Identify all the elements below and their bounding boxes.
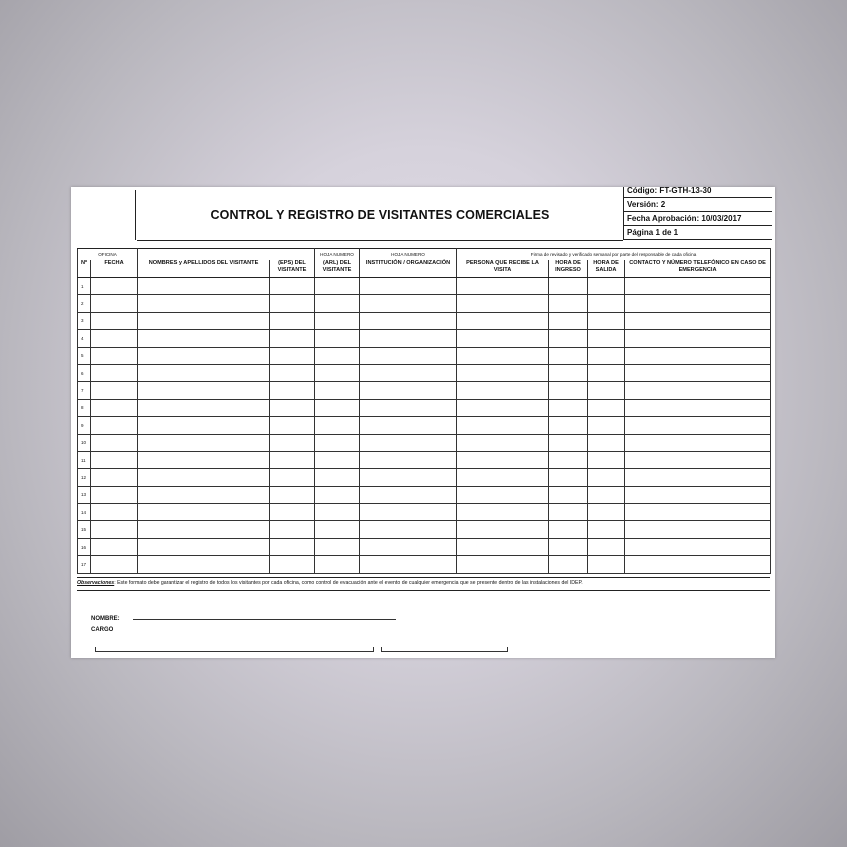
table-cell[interactable] bbox=[360, 556, 457, 573]
table-cell[interactable] bbox=[91, 417, 138, 434]
table-row bbox=[78, 295, 771, 312]
cargo-label: CARGO bbox=[91, 627, 114, 633]
table-cell[interactable] bbox=[457, 486, 549, 503]
col-header-hora-ingreso: HORA DE INGRESO bbox=[549, 260, 588, 278]
table-cell[interactable] bbox=[91, 469, 138, 486]
table-cell[interactable] bbox=[138, 556, 270, 573]
table-cell[interactable] bbox=[270, 556, 315, 573]
table-cell[interactable] bbox=[457, 295, 549, 312]
table-cell[interactable] bbox=[315, 504, 360, 521]
table-cell[interactable] bbox=[588, 521, 625, 538]
table-cell[interactable] bbox=[91, 504, 138, 521]
table-cell[interactable] bbox=[270, 469, 315, 486]
row-number: 1 bbox=[78, 278, 91, 295]
table-cell[interactable] bbox=[270, 364, 315, 381]
table-cell[interactable] bbox=[625, 486, 771, 503]
table-cell[interactable] bbox=[270, 434, 315, 451]
table-cell[interactable] bbox=[270, 347, 315, 364]
table-row bbox=[78, 399, 771, 416]
table-cell[interactable] bbox=[625, 538, 771, 555]
table-cell[interactable] bbox=[549, 504, 588, 521]
table-cell[interactable] bbox=[360, 278, 457, 295]
table-cell[interactable] bbox=[315, 556, 360, 573]
table-row bbox=[78, 469, 771, 486]
table-cell[interactable] bbox=[360, 382, 457, 399]
table-cell[interactable] bbox=[91, 486, 138, 503]
table-cell[interactable] bbox=[91, 312, 138, 329]
row-number: 6 bbox=[78, 364, 91, 381]
table-cell[interactable] bbox=[549, 434, 588, 451]
table-row bbox=[78, 538, 771, 555]
table-cell[interactable] bbox=[625, 364, 771, 381]
table-cell[interactable] bbox=[138, 417, 270, 434]
table-cell[interactable] bbox=[549, 486, 588, 503]
table-cell[interactable] bbox=[457, 364, 549, 381]
table-cell[interactable] bbox=[91, 382, 138, 399]
table-cell[interactable] bbox=[138, 382, 270, 399]
table-cell[interactable] bbox=[457, 312, 549, 329]
table-cell[interactable] bbox=[315, 295, 360, 312]
form-sheet bbox=[71, 187, 775, 658]
table-cell[interactable] bbox=[625, 347, 771, 364]
row-number: 15 bbox=[78, 521, 91, 538]
col-header-arl: (ARL) DEL VISITANTE bbox=[315, 260, 360, 278]
col-header-contacto: CONTACTO Y NÚMERO TELEFÓNICO EN CASO DE EMERGENCIA bbox=[625, 260, 771, 278]
table-cell[interactable] bbox=[315, 312, 360, 329]
table-cell[interactable] bbox=[270, 451, 315, 468]
table-cell[interactable] bbox=[360, 417, 457, 434]
table-cell[interactable] bbox=[457, 347, 549, 364]
col-header-persona: PERSONA QUE RECIBE LA VISITA bbox=[457, 260, 549, 278]
table-cell[interactable] bbox=[625, 521, 771, 538]
table-cell[interactable] bbox=[588, 538, 625, 555]
table-cell[interactable] bbox=[588, 312, 625, 329]
table-cell[interactable] bbox=[625, 451, 771, 468]
table-cell[interactable] bbox=[457, 434, 549, 451]
table-cell[interactable] bbox=[270, 521, 315, 538]
table-cell[interactable] bbox=[360, 347, 457, 364]
table-cell[interactable] bbox=[457, 382, 549, 399]
col-header-nombres: NOMBRES y APELLIDOS DEL VISITANTE bbox=[138, 260, 270, 278]
table-cell[interactable] bbox=[549, 382, 588, 399]
table-cell[interactable] bbox=[315, 382, 360, 399]
table-cell[interactable] bbox=[549, 347, 588, 364]
observaciones-note bbox=[77, 577, 770, 591]
table-cell[interactable] bbox=[360, 538, 457, 555]
signature-line-left[interactable] bbox=[95, 647, 374, 652]
table-cell[interactable] bbox=[549, 399, 588, 416]
table-cell[interactable] bbox=[457, 278, 549, 295]
table-cell[interactable] bbox=[588, 451, 625, 468]
table-cell[interactable] bbox=[138, 399, 270, 416]
form-title: CONTROL Y REGISTRO DE VISITANTES COMERCIALES bbox=[137, 190, 623, 241]
table-cell[interactable] bbox=[138, 312, 270, 329]
table-cell[interactable] bbox=[360, 312, 457, 329]
table-row bbox=[78, 486, 771, 503]
table-cell[interactable] bbox=[138, 521, 270, 538]
row-number: 8 bbox=[78, 399, 91, 416]
table-cell[interactable] bbox=[360, 469, 457, 486]
row-number: 17 bbox=[78, 556, 91, 573]
signature-line-right[interactable] bbox=[381, 647, 508, 652]
table-cell[interactable] bbox=[270, 486, 315, 503]
table-cell[interactable] bbox=[549, 521, 588, 538]
table-cell[interactable] bbox=[549, 556, 588, 573]
table-cell[interactable] bbox=[457, 521, 549, 538]
table-cell[interactable] bbox=[457, 417, 549, 434]
table-cell[interactable] bbox=[91, 295, 138, 312]
table-cell[interactable] bbox=[270, 399, 315, 416]
table-cell[interactable] bbox=[270, 417, 315, 434]
row-number: 14 bbox=[78, 504, 91, 521]
table-row bbox=[78, 451, 771, 468]
table-row bbox=[78, 382, 771, 399]
row-number: 4 bbox=[78, 330, 91, 347]
table-cell[interactable] bbox=[91, 278, 138, 295]
meta-codigo: Código: FT-GTH-13-30 bbox=[624, 187, 772, 198]
table-cell[interactable] bbox=[549, 538, 588, 555]
table-cell[interactable] bbox=[588, 295, 625, 312]
logo-cell bbox=[77, 190, 136, 240]
table-cell[interactable] bbox=[360, 399, 457, 416]
table-cell[interactable] bbox=[549, 417, 588, 434]
row-number: 11 bbox=[78, 451, 91, 468]
table-cell[interactable] bbox=[270, 538, 315, 555]
nombre-label: NOMBRE: bbox=[91, 616, 120, 622]
table-cell[interactable] bbox=[549, 451, 588, 468]
observaciones-text: : Este formato debe garantizar el registro de todos los visitantes por cada oficina, como control de evacuación ante el evento de cualquier emergencia que se presente dentro de las instalaciones del IDEP. bbox=[114, 580, 583, 586]
table-cell[interactable] bbox=[91, 556, 138, 573]
table-cell[interactable] bbox=[549, 469, 588, 486]
table-row bbox=[78, 417, 771, 434]
table-cell[interactable] bbox=[315, 399, 360, 416]
table-row bbox=[78, 556, 771, 573]
table-cell[interactable] bbox=[625, 312, 771, 329]
table-cell[interactable] bbox=[315, 521, 360, 538]
table-cell[interactable] bbox=[588, 417, 625, 434]
table-cell[interactable] bbox=[625, 278, 771, 295]
table-cell[interactable] bbox=[588, 504, 625, 521]
table-cell[interactable] bbox=[138, 295, 270, 312]
table-row bbox=[78, 521, 771, 538]
table-row bbox=[78, 312, 771, 329]
table-row bbox=[78, 504, 771, 521]
table-cell[interactable] bbox=[588, 278, 625, 295]
table-cell[interactable] bbox=[91, 451, 138, 468]
observaciones-label: Observaciones bbox=[77, 580, 115, 586]
table-row bbox=[78, 330, 771, 347]
table-cell[interactable] bbox=[549, 295, 588, 312]
nombre-line[interactable] bbox=[133, 619, 396, 620]
row-number: 9 bbox=[78, 417, 91, 434]
table-cell[interactable] bbox=[588, 364, 625, 381]
table-cell[interactable] bbox=[549, 364, 588, 381]
table-cell[interactable] bbox=[625, 382, 771, 399]
table-cell[interactable] bbox=[457, 556, 549, 573]
table-cell[interactable] bbox=[315, 486, 360, 503]
table-cell[interactable] bbox=[315, 417, 360, 434]
table-cell[interactable] bbox=[625, 417, 771, 434]
table-cell[interactable] bbox=[457, 330, 549, 347]
table-row bbox=[78, 364, 771, 381]
table-cell[interactable] bbox=[360, 451, 457, 468]
table-cell[interactable] bbox=[91, 434, 138, 451]
table-cell[interactable] bbox=[138, 486, 270, 503]
meta-fecha-aprobacion: Fecha Aprobación: 10/03/2017 bbox=[624, 212, 772, 226]
table-row bbox=[78, 278, 771, 295]
table-cell[interactable] bbox=[315, 330, 360, 347]
table-cell[interactable] bbox=[138, 278, 270, 295]
table-cell[interactable] bbox=[625, 504, 771, 521]
table-row bbox=[78, 347, 771, 364]
table-cell[interactable] bbox=[625, 556, 771, 573]
table-cell[interactable] bbox=[91, 364, 138, 381]
row-number: 5 bbox=[78, 347, 91, 364]
row-number: 2 bbox=[78, 295, 91, 312]
table-cell[interactable] bbox=[138, 469, 270, 486]
table-cell[interactable] bbox=[457, 538, 549, 555]
table-cell[interactable] bbox=[315, 364, 360, 381]
table-cell[interactable] bbox=[270, 278, 315, 295]
table-cell[interactable] bbox=[549, 278, 588, 295]
table-cell[interactable] bbox=[457, 504, 549, 521]
table-cell[interactable] bbox=[91, 347, 138, 364]
table-cell[interactable] bbox=[588, 347, 625, 364]
table-cell[interactable] bbox=[625, 469, 771, 486]
meta-version: Versión: 2 bbox=[624, 198, 772, 212]
table-cell[interactable] bbox=[588, 469, 625, 486]
table-cell[interactable] bbox=[270, 504, 315, 521]
table-cell[interactable] bbox=[138, 347, 270, 364]
table-cell[interactable] bbox=[549, 330, 588, 347]
col-header-hora-salida: HORA DE SALIDA bbox=[588, 260, 625, 278]
table-cell[interactable] bbox=[588, 330, 625, 347]
firma-revisado-label: Firma de revisado y verificado semanal por parte del responsable de cada oficina bbox=[457, 249, 771, 261]
table-cell[interactable] bbox=[588, 399, 625, 416]
table-cell[interactable] bbox=[91, 521, 138, 538]
table-cell[interactable] bbox=[588, 486, 625, 503]
table-cell[interactable] bbox=[315, 347, 360, 364]
table-cell[interactable] bbox=[91, 538, 138, 555]
table-cell[interactable] bbox=[625, 399, 771, 416]
table-cell[interactable] bbox=[360, 486, 457, 503]
table-cell[interactable] bbox=[315, 469, 360, 486]
table-cell[interactable] bbox=[625, 295, 771, 312]
table-cell[interactable] bbox=[315, 538, 360, 555]
table-cell[interactable] bbox=[270, 295, 315, 312]
col-header-fecha: FECHA bbox=[91, 260, 138, 278]
table-cell[interactable] bbox=[360, 295, 457, 312]
table-cell[interactable] bbox=[588, 434, 625, 451]
table-cell[interactable] bbox=[360, 521, 457, 538]
table-cell[interactable] bbox=[457, 469, 549, 486]
visitor-table bbox=[77, 248, 771, 574]
table-cell[interactable] bbox=[91, 330, 138, 347]
table-cell[interactable] bbox=[138, 538, 270, 555]
table-cell[interactable] bbox=[625, 434, 771, 451]
table-cell[interactable] bbox=[588, 556, 625, 573]
oficina-field[interactable] bbox=[138, 249, 315, 261]
table-cell[interactable] bbox=[270, 330, 315, 347]
table-row bbox=[78, 434, 771, 451]
oficina-label: OFICINA bbox=[78, 249, 138, 261]
table-top-row bbox=[78, 249, 771, 261]
table-cell[interactable] bbox=[91, 399, 138, 416]
table-cell[interactable] bbox=[315, 278, 360, 295]
row-number: 7 bbox=[78, 382, 91, 399]
table-header-row bbox=[78, 260, 771, 278]
table-body bbox=[78, 278, 771, 574]
hoja-numero-label-2: HOJA NUMERO bbox=[360, 249, 457, 261]
table-cell[interactable] bbox=[138, 364, 270, 381]
table-cell[interactable] bbox=[138, 504, 270, 521]
row-number: 10 bbox=[78, 434, 91, 451]
table-cell[interactable] bbox=[457, 451, 549, 468]
table-cell[interactable] bbox=[138, 434, 270, 451]
table-cell[interactable] bbox=[457, 399, 549, 416]
form-header bbox=[77, 187, 770, 240]
table-cell[interactable] bbox=[138, 330, 270, 347]
table-cell[interactable] bbox=[315, 451, 360, 468]
row-number: 13 bbox=[78, 486, 91, 503]
table-cell[interactable] bbox=[270, 382, 315, 399]
table-cell[interactable] bbox=[360, 364, 457, 381]
table-cell[interactable] bbox=[360, 434, 457, 451]
table-cell[interactable] bbox=[315, 434, 360, 451]
row-number: 16 bbox=[78, 538, 91, 555]
row-number: 12 bbox=[78, 469, 91, 486]
meta-pagina: Página 1 de 1 bbox=[624, 226, 772, 240]
table-cell[interactable] bbox=[270, 312, 315, 329]
table-cell[interactable] bbox=[138, 451, 270, 468]
table-cell[interactable] bbox=[360, 330, 457, 347]
table-cell[interactable] bbox=[360, 504, 457, 521]
col-header-eps: (EPS) DEL VISITANTE bbox=[270, 260, 315, 278]
col-header-num: Nº bbox=[78, 260, 91, 278]
table-cell[interactable] bbox=[625, 330, 771, 347]
col-header-institucion: INSTITUCIÓN / ORGANIZACIÓN bbox=[360, 260, 457, 278]
hoja-numero-label-1: HOJA NUMERO bbox=[315, 249, 360, 261]
table-cell[interactable] bbox=[588, 382, 625, 399]
document-meta bbox=[623, 187, 772, 240]
table-cell[interactable] bbox=[549, 312, 588, 329]
row-number: 3 bbox=[78, 312, 91, 329]
